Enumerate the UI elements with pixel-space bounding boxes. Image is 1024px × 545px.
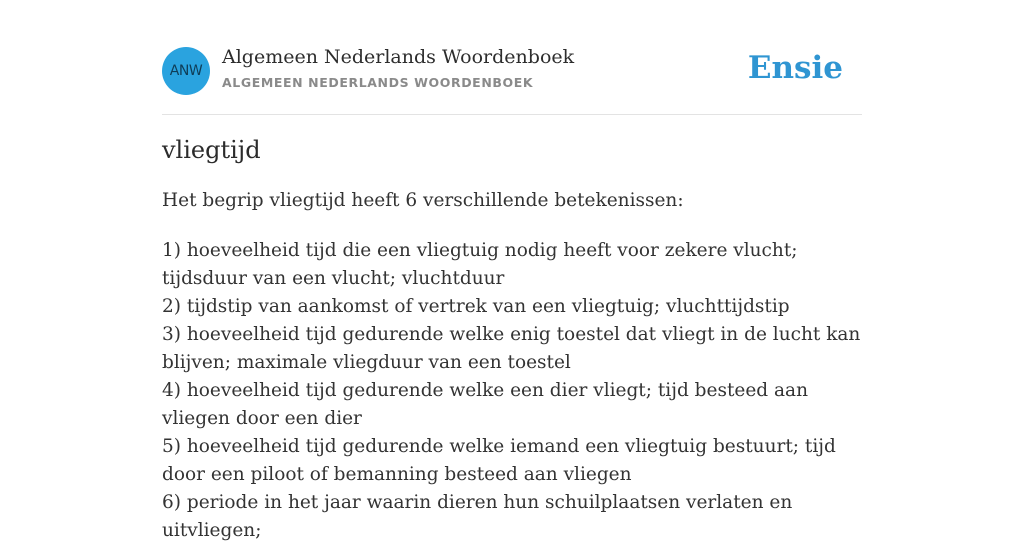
source-header [162, 0, 862, 115]
meaning-item: 3) hoeveelheid tijd gedurende welke enig toestel dat vliegt in de lucht kan blijven; maximale vliegduur van een toestel [162, 324, 861, 373]
entry-word: vliegtijd [162, 136, 261, 164]
content-container [162, 0, 862, 541]
ensie-brand-link[interactable]: Ensie [747, 50, 843, 86]
source-title[interactable]: Algemeen Nederlands Woordenboek [222, 46, 575, 68]
meaning-item: 6) periode in het jaar waarin dieren hun schuilplaatsen verlaten en uitvliegen; [162, 492, 793, 541]
meaning-item: 2) tijdstip van aankomst of vertrek van een vliegtuig; vluchttijdstip [162, 296, 790, 317]
source-subtitle: ALGEMEEN NEDERLANDS WOORDENBOEK [222, 75, 534, 90]
meanings-list [162, 237, 862, 545]
meaning-item: 1) hoeveelheid tijd die een vliegtuig nodig heeft voor zekere vlucht; tijdsduur van een vlucht; vluchtduur [162, 240, 798, 289]
meaning-item: 5) hoeveelheid tijd gedurende welke iemand een vliegtuig bestuurt; tijd door een piloot of bemanning besteed aan vliegen [162, 436, 836, 485]
entry-intro: Het begrip vliegtijd heeft 6 verschillende betekenissen: [162, 190, 684, 211]
anw-logo[interactable]: ANW [162, 47, 210, 95]
meaning-item: 4) hoeveelheid tijd gedurende welke een dier vliegt; tijd besteed aan vliegen door een dier [162, 380, 808, 429]
